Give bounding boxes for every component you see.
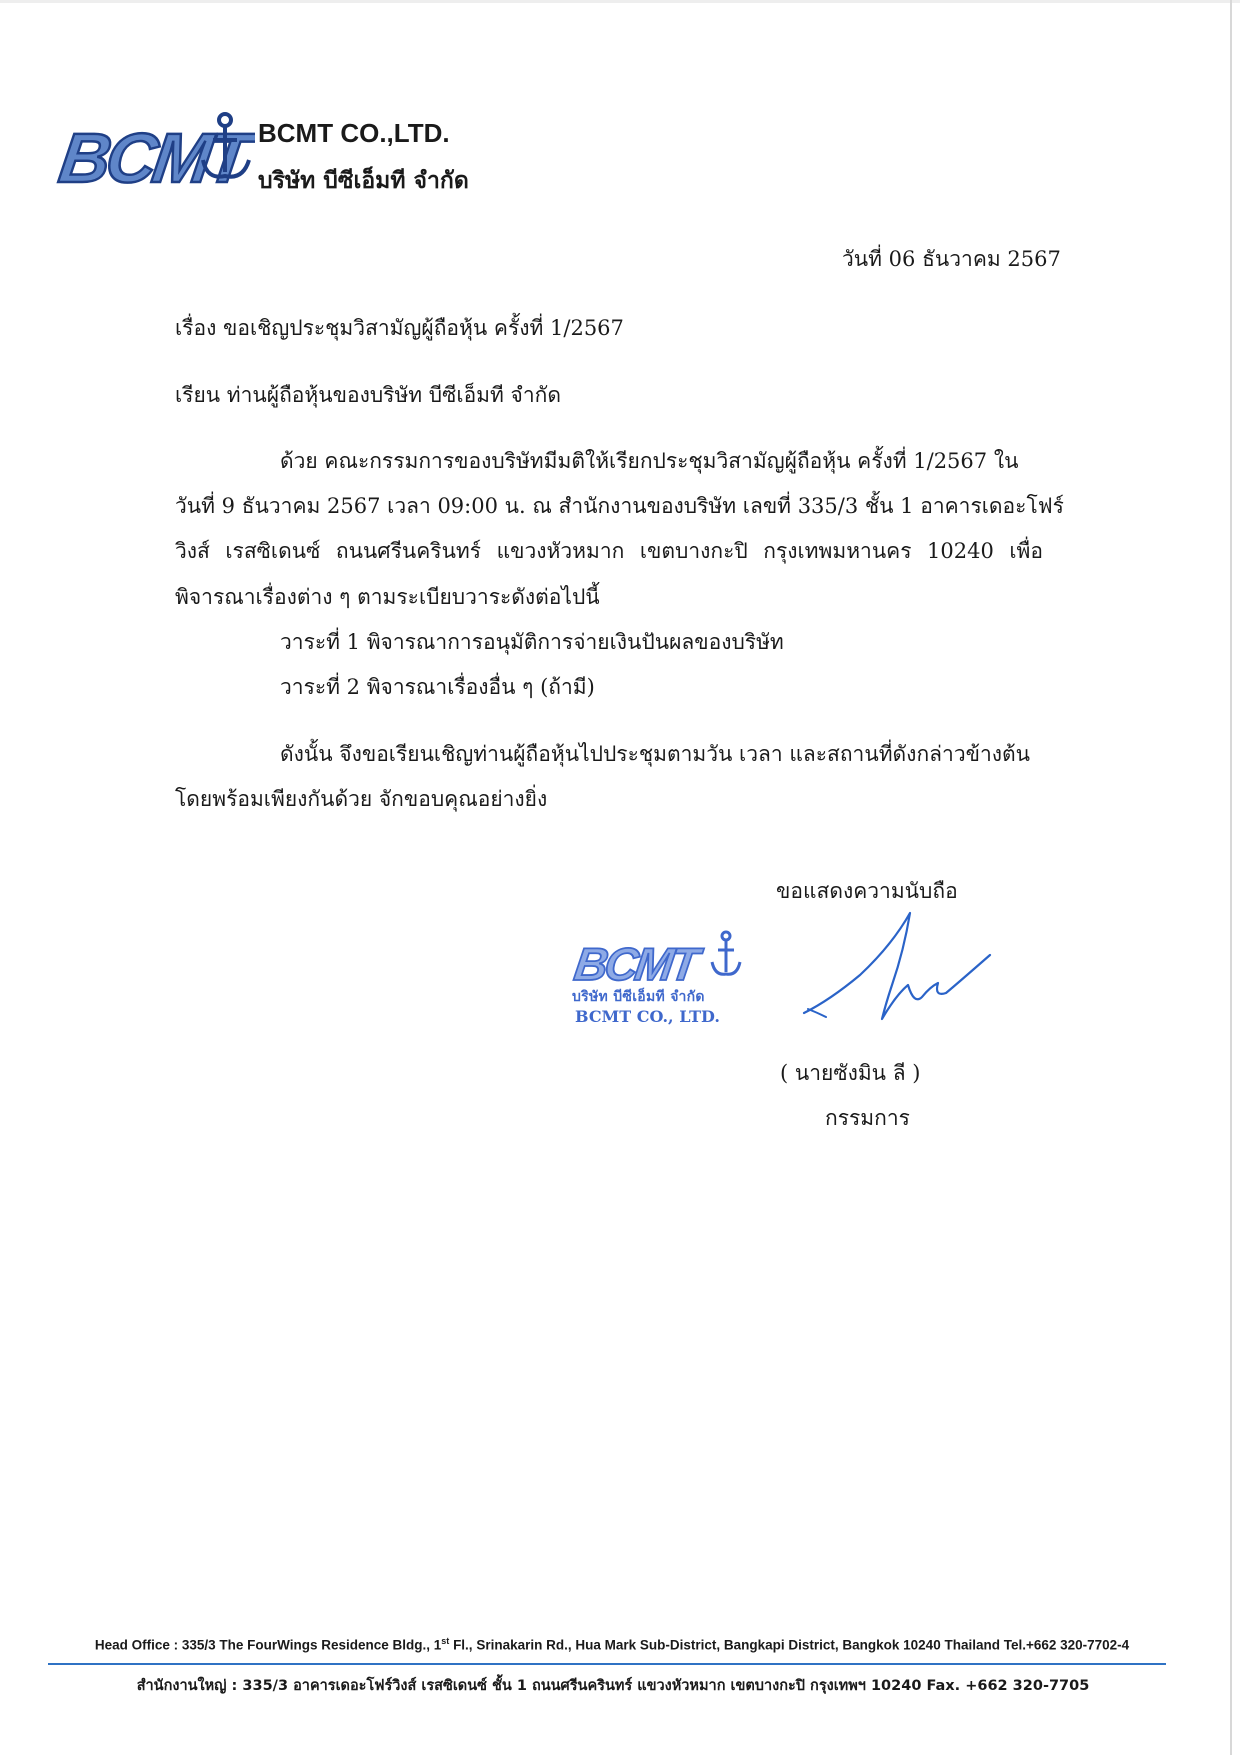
footer-address-en-part-1: Head Office : 335/3 The FourWings Residence Bldg., 1 bbox=[94, 1637, 442, 1653]
paragraph-1-line-2: วันที่ 9 ธันวาคม 2567 เวลา 09:00 น. ณ สำนักงานของบริษัท เลขที่ 335/3 ชั้น 1 อาคารเดอะโฟร์ bbox=[175, 494, 1064, 518]
letter-date: วันที่ 06 ธันวาคม 2567 bbox=[842, 247, 1061, 271]
signer-name: ( นายซังมิน ลี ) bbox=[780, 1061, 921, 1085]
paragraph-1-line-1: ด้วย คณะกรรมการของบริษัทมีมติให้เรียกประชุมวิสามัญผู้ถือหุ้น ครั้งที่ 1/2567 ใน bbox=[280, 449, 1019, 473]
footer-divider bbox=[48, 1663, 1166, 1665]
company-name-th: บริษัท บีซีเอ็มที จำกัด bbox=[258, 168, 469, 194]
footer-address-th: สำนักงานใหญ่ : 335/3 อาคารเดอะโฟร์วิงส์ เรสซิเดนซ์ ชั้น 1 ถนนศรีนครินทร์ แขวงหัวหมาก เขตบางกะปิ กรุงเทพฯ 10240 Fax. +662 320-7705 bbox=[136, 1678, 1090, 1694]
agenda-item-1: วาระที่ 1 พิจารณาการอนุมัติการจ่ายเงินปันผลของบริษัท bbox=[280, 630, 784, 654]
signer-position: กรรมการ bbox=[825, 1106, 910, 1130]
stamp-name-en: BCMT CO., LTD. bbox=[575, 1007, 720, 1026]
agenda-item-2: วาระที่ 2 พิจารณาเรื่องอื่น ๆ (ถ้ามี) bbox=[280, 675, 595, 699]
paragraph-1-line-4: พิจารณาเรื่องต่าง ๆ ตามระเบียบวาระดังต่อไปนี้ bbox=[175, 585, 600, 609]
handwritten-signature bbox=[800, 905, 1000, 1030]
scan-top-edge bbox=[0, 0, 1240, 3]
company-name-en: BCMT CO.,LTD. bbox=[258, 118, 450, 148]
stamp-wordmark: BCMT bbox=[571, 938, 700, 990]
closing-phrase: ขอแสดงความนับถือ bbox=[776, 879, 958, 903]
stamp-anchor-icon bbox=[712, 932, 740, 974]
letter-salutation: เรียน ท่านผู้ถือหุ้นของบริษัท บีซีเอ็มที จำกัด bbox=[175, 383, 561, 407]
scan-right-edge bbox=[1230, 0, 1232, 1755]
footer-address-en-part-2: Fl., Srinakarin Rd., Hua Mark Sub-District, Bangkapi District, Bangkok 10240 Thailand Tel.+662 320-7702-4 bbox=[449, 1637, 1130, 1653]
footer-address-en-superscript: st bbox=[441, 1636, 450, 1646]
paragraph-2-line-2: โดยพร้อมเพียงกันด้วย จักขอบคุณอย่างยิ่ง bbox=[175, 787, 548, 811]
paragraph-2-line-1: ดังนั้น จึงขอเรียนเชิญท่านผู้ถือหุ้นไปประชุมตามวัน เวลา และสถานที่ดังกล่าวข้างต้น bbox=[280, 742, 1031, 766]
logo-wordmark: BCMT bbox=[55, 118, 252, 197]
footer-address-en bbox=[80, 1636, 1144, 1653]
paragraph-1-line-3: วิงส์ เรสซิเดนซ์ ถนนศรีนครินทร์ แขวงหัวหมาก เขตบางกะปิ กรุงเทพมหานคร 10240 เพื่อ bbox=[175, 539, 1043, 563]
company-logo bbox=[55, 110, 255, 200]
letter-subject: เรื่อง ขอเชิญประชุมวิสามัญผู้ถือหุ้น ครั้งที่ 1/2567 bbox=[175, 316, 624, 340]
stamp-name-th: บริษัท บีซีเอ็มที จำกัด bbox=[572, 989, 705, 1005]
